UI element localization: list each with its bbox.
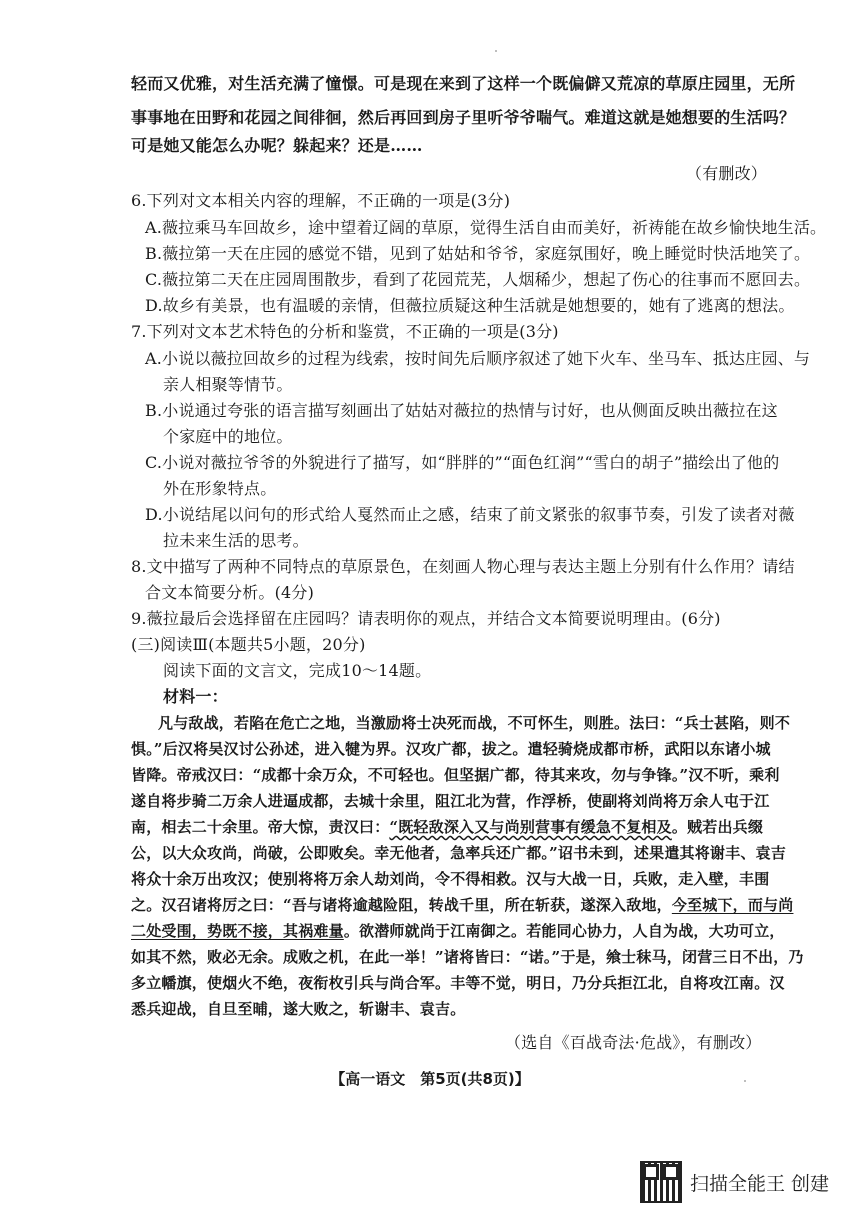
scan-speck: [495, 50, 497, 52]
classical-text-line: 悉兵迎战，自旦至晡，遂大败之，斩谢丰、袁吉。: [131, 1000, 466, 1018]
passage-note: （有删改）: [686, 164, 768, 183]
question-7-option-d: D.小说结尾以问句的形式给人戛然而止之感，结束了前文紧张的叙事节奏，引发了读者对薇: [145, 505, 795, 524]
scan-speck: [744, 1080, 746, 1082]
classical-text-segment: 南，相去二十余里。帝大惊，责汉曰：: [131, 818, 390, 836]
question-6-option-c: C.薇拉第二天在庄园周围散步，看到了花园荒芜，人烟稀少，想起了伤心的往事而不愿回去。: [145, 270, 811, 289]
question-7-option-d-cont: 拉未来生活的思考。: [163, 531, 309, 550]
classical-text-line: 遂自将步骑二万余人进逼成都，去城十余里，阻江北为营，作浮桥，使副将刘尚将万余人屯于江: [131, 792, 770, 810]
underlined-sentence: 二处受围，势既不接，其祸难量: [131, 922, 344, 940]
passage-line: 可是她又能怎么办呢？躲起来？还是……: [131, 136, 423, 155]
question-6-option-d: D.故乡有美景，也有温暖的亲情，但薇拉质疑这种生活就是她想要的，她有了逃离的想法。: [145, 296, 795, 315]
classical-text-line: [131, 895, 793, 915]
section-instruction: 阅读下面的文言文，完成10～14题。: [163, 661, 432, 680]
watermark-text: 扫描全能王 创建: [690, 1172, 830, 1195]
source-citation: （选自《百战奇法·危战》，有删改）: [505, 1033, 762, 1052]
passage-line: 事事地在田野和花园之间徘徊，然后再回到房子里听爷爷喘气。难道这就是她想要的生活吗？: [131, 108, 796, 127]
underlined-sentence: “既轻敌深入又与尚别营事有缓急不复相及: [389, 818, 672, 836]
question-7-option-b: B.小说通过夸张的语言描写刻画出了姑姑对薇拉的热情与讨好，也从侧面反映出薇拉在这: [145, 401, 778, 420]
material-label: 材料一：: [163, 687, 228, 706]
page-footer: 【高一语文 第5页(共8页)】: [330, 1070, 530, 1088]
section-heading: (三)阅读Ⅲ(本题共5小题，20分): [131, 635, 366, 654]
classical-text-line: 公，以大众攻尚，尚破，公即败矣。幸无他者，急率兵还广都。”诏书未到，述果遣其将谢丰、袁吉: [131, 844, 786, 862]
question-7-option-c-cont: 外在形象特点。: [163, 479, 277, 498]
passage-line: 轻而又优雅，对生活充满了憧憬。可是现在来到了这样一个既偏僻又荒凉的草原庄园里，无所: [131, 74, 796, 93]
classical-text-segment: 之。汉召诸将厉之曰：“吾与诸将逾越险阻，转战千里，所在斩获，遂深入敌地，: [131, 896, 672, 914]
classical-text-line: 凡与敌战，若陷在危亡之地，当激励将士决死而战，不可怀生，则胜。法曰：“兵士甚陷，则不: [158, 714, 791, 732]
question-8-stem-cont: 合文本简要分析。(4分): [145, 583, 315, 602]
question-9-stem: 9.薇拉最后会选择留在庄园吗？请表明你的观点，并结合文本简要说明理由。(6分): [131, 609, 721, 628]
classical-text-line: 将众十余万出攻汉；使别将将万余人劫刘尚，令不得相救。汉与大战一日，兵败，走入壁，丰围: [131, 870, 770, 888]
question-6-stem: 6.下列对文本相关内容的理解，不正确的一项是(3分): [131, 191, 511, 210]
underlined-sentence: 今至城下，而与尚: [671, 896, 794, 914]
classical-text-line: [131, 817, 763, 837]
question-7-stem: 7.下列对文本艺术特色的分析和鉴赏，不正确的一项是(3分): [131, 322, 559, 341]
question-6-option-b: B.薇拉第一天在庄园的感觉不错，见到了姑姑和爷爷，家庭氛围好，晚上睡觉时快活地笑了。: [145, 244, 811, 263]
question-7-option-a-cont: 亲人相聚等情节。: [163, 375, 293, 394]
classical-text-line: 皆降。帝戒汉曰：“成都十余万众，不可轻也。但坚据广都，待其来攻，勿与争锋。”汉不听，乘利: [131, 766, 780, 784]
classical-text-line: 惧。”后汉将吴汉讨公孙述，进入犍为界。汉攻广都，拔之。遣轻骑烧成都市桥，武阳以东诸小城: [131, 740, 771, 758]
classical-text-segment: 。欲潜师就尚于江南御之。若能同心协力，人自为战，大功可立，: [343, 922, 785, 940]
question-7-option-c: C.小说对薇拉爷爷的外貌进行了描写，如“胖胖的”“面色红润”“雪白的胡子”描绘出了他的: [145, 453, 780, 472]
qr-code-icon: [640, 1161, 682, 1203]
question-7-option-a: A.小说以薇拉回故乡的过程为线索，按时间先后顺序叙述了她下火车、坐马车、抵达庄园、与: [145, 349, 811, 368]
question-6-option-a: A.薇拉乘马车回故乡，途中望着辽阔的草原，觉得生活自由而美好，祈祷能在故乡愉快地生活。: [145, 218, 827, 237]
classical-text-line: 如其不然，败必无余。成败之机，在此一举！”诸将皆曰：“诺。”于是，飨士秣马，闭营三日不出，乃: [131, 948, 804, 966]
question-8-stem: 8.文中描写了两种不同特点的草原景色，在刻画人物心理与表达主题上分别有什么作用？请结: [131, 557, 795, 576]
scanner-watermark: [640, 1160, 840, 1204]
question-7-option-b-cont: 个家庭中的地位。: [163, 427, 293, 446]
classical-text-line: [131, 921, 785, 941]
classical-text-line: 多立幡旗，使烟火不绝，夜衔枚引兵与尚合军。丰等不觉，明日，乃分兵拒江北，自将攻江南。汉: [131, 974, 785, 992]
classical-text-segment: 。贼若出兵缀: [671, 818, 764, 836]
